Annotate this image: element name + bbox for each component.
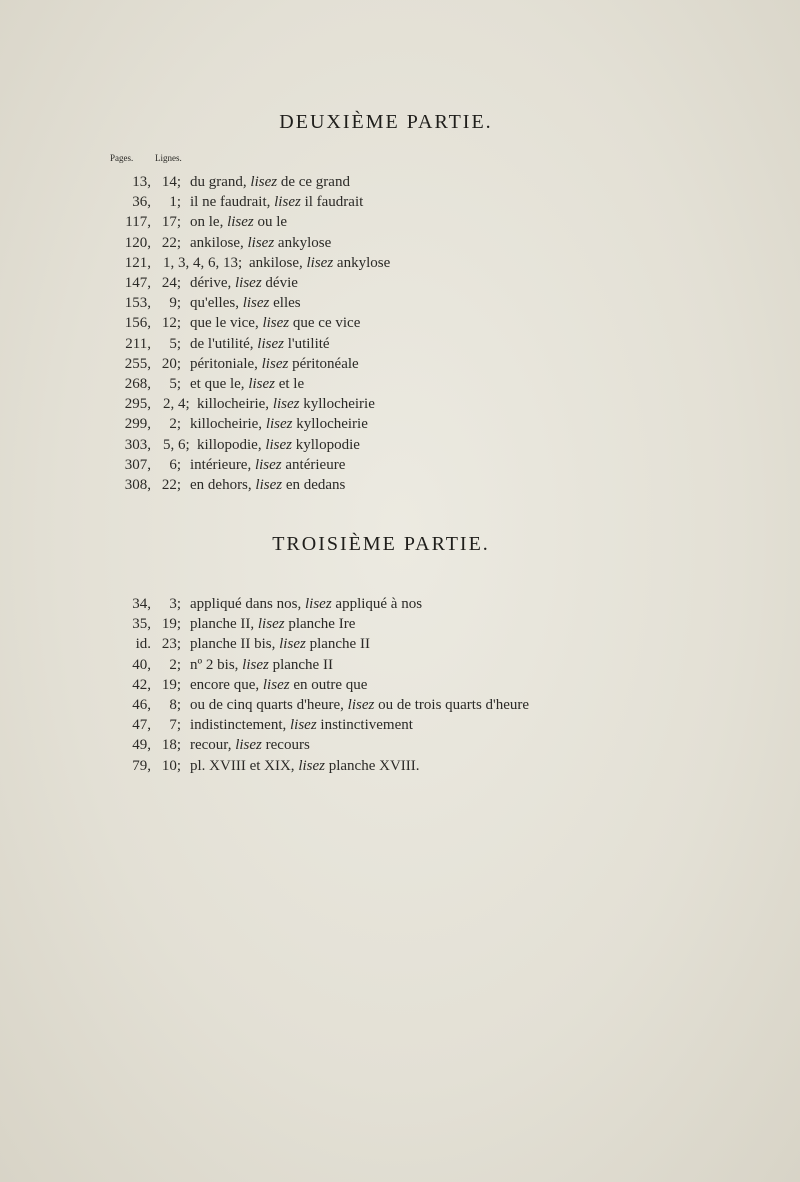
line-number: 20; (161, 355, 181, 372)
correction-text (190, 634, 370, 654)
erroneous-text: il ne faudrait, (190, 194, 275, 211)
lisez-label: lisez (265, 436, 292, 453)
lisez-label: lisez (250, 174, 278, 190)
errata-row (0, 172, 800, 192)
erroneous-text: du grand, (190, 174, 251, 190)
line-number: 5, 6; (163, 436, 190, 453)
lisez-label: lisez (254, 456, 282, 473)
erroneous-text: planche II, (190, 616, 258, 633)
erroneous-text: ankilose, (190, 234, 248, 251)
line-number: 7; (169, 717, 181, 734)
lisez-label: lisez (257, 335, 284, 352)
page-number: 299, (124, 416, 151, 433)
errata-row (0, 414, 800, 434)
line-number: 6; (169, 456, 181, 473)
errata-row (0, 675, 800, 695)
erroneous-text: de l'utilité, (190, 335, 258, 352)
corrected-text: planche II (305, 636, 370, 653)
page-number: 121, (124, 254, 151, 271)
errata-row (0, 212, 800, 232)
line-number: 22; (161, 477, 181, 493)
correction-text (249, 253, 390, 273)
correction-text (190, 614, 355, 634)
errata-row (0, 455, 800, 475)
page-number: 34, (132, 596, 151, 612)
page-number: 42, (132, 676, 151, 693)
page-number: 13, (132, 174, 151, 190)
corrected-text: kyllopodie (292, 436, 360, 453)
errata-row (0, 374, 800, 394)
page-number: 120, (124, 234, 151, 251)
correction-text (190, 172, 350, 192)
errata-row (0, 634, 800, 654)
lisez-label: lisez (255, 477, 283, 493)
errata-row (0, 313, 800, 333)
erroneous-text: appliqué dans nos, (190, 596, 305, 612)
corrected-text: antérieure (281, 456, 346, 473)
corrected-text: ou de trois quarts d'heure (374, 697, 530, 713)
correction-text (197, 394, 375, 414)
line-number: 9; (169, 295, 181, 312)
lisez-label: lisez (242, 295, 270, 312)
section-title-deuxieme-partie: DEUXIÈME PARTIE. (279, 111, 493, 133)
page-number: 79, (132, 757, 151, 774)
corrected-text: l'utilité (283, 335, 330, 352)
page-number: 255, (124, 355, 151, 372)
corrected-text: de ce grand (277, 174, 350, 190)
column-header-lignes: Lignes. (155, 153, 182, 163)
lisez-label: lisez (274, 194, 301, 211)
page-number: 308, (124, 477, 151, 493)
page-number: 36, (132, 194, 151, 211)
corrected-text: planche XVIII. (324, 757, 420, 774)
line-number: 17; (161, 214, 181, 231)
errata-row (0, 614, 800, 634)
line-number: 18; (161, 737, 181, 754)
correction-text (190, 655, 333, 675)
erroneous-text: indistinctement, (190, 717, 290, 734)
page-number: 117, (125, 214, 151, 231)
errata-row (0, 735, 800, 755)
page-number: 153, (124, 295, 151, 312)
lisez-label: lisez (247, 234, 275, 251)
page-number: 268, (124, 376, 151, 392)
section-title-troisieme-partie: TROISIÈME PARTIE. (272, 533, 490, 555)
correction-text (190, 455, 345, 475)
erroneous-text: pl. XVIII et XIX, (190, 757, 299, 774)
lisez-label: lisez (248, 376, 275, 392)
page-number: 156, (124, 315, 151, 332)
corrected-text: et le (274, 376, 305, 392)
errata-row (0, 695, 800, 715)
correction-text (190, 273, 298, 293)
correction-text (197, 435, 360, 455)
corrected-text: planche Ire (284, 616, 356, 633)
erroneous-text: qu'elles, (190, 295, 243, 312)
correction-text (190, 756, 420, 776)
page-number: 295, (124, 396, 151, 413)
lisez-label: lisez (262, 315, 290, 332)
correction-text (190, 313, 360, 333)
correction-text (190, 233, 331, 253)
lisez-label: lisez (234, 275, 262, 291)
errata-row (0, 435, 800, 455)
errata-row (0, 293, 800, 313)
errata-row (0, 253, 800, 273)
erroneous-text: et que le, (190, 376, 249, 392)
erroneous-text: killocheirie, (190, 416, 266, 433)
errata-row (0, 594, 800, 614)
corrected-text: en dedans (282, 477, 346, 493)
erroneous-text: killopodie, (197, 436, 266, 453)
errata-row (0, 273, 800, 293)
line-number: 5; (169, 335, 181, 352)
corrected-text: en outre que (289, 676, 368, 693)
corrected-text: kyllocheirie (299, 396, 375, 413)
lisez-label: lisez (272, 396, 300, 413)
lisez-label: lisez (289, 717, 317, 734)
line-number: 2; (169, 656, 181, 673)
correction-text (190, 475, 345, 495)
page-number: 46, (132, 697, 151, 713)
erroneous-text: que le vice, (190, 315, 263, 332)
lisez-label: lisez (265, 416, 293, 433)
errata-row (0, 334, 800, 354)
corrected-text: ankylose (274, 234, 332, 251)
correction-text (190, 192, 363, 212)
line-number: 1, 3, 4, 6, 13; (163, 254, 243, 271)
correction-text (190, 334, 330, 354)
corrected-text: recours (261, 737, 310, 754)
page-number: 49, (132, 737, 151, 754)
lisez-label: lisez (227, 214, 254, 231)
line-number: 1; (169, 194, 181, 211)
column-header-pages: Pages. (110, 153, 134, 163)
line-number: 8; (169, 697, 181, 713)
correction-text (190, 695, 529, 715)
errata-row (0, 756, 800, 776)
page-number: 47, (132, 717, 151, 734)
erroneous-text: encore que, (190, 676, 263, 693)
page-number: id. (135, 636, 151, 653)
correction-text (190, 675, 367, 695)
line-number: 19; (161, 616, 181, 633)
corrected-text: instinctivement (316, 717, 413, 734)
lisez-label: lisez (347, 697, 375, 713)
line-number: 5; (169, 376, 181, 392)
errata-row (0, 655, 800, 675)
correction-text (190, 715, 413, 735)
lisez-label: lisez (298, 757, 325, 774)
correction-text (190, 212, 287, 232)
line-number: 22; (161, 234, 181, 251)
lisez-label: lisez (257, 616, 285, 633)
page-number: 147, (124, 275, 151, 291)
lisez-label: lisez (242, 656, 269, 673)
page-number: 211, (125, 335, 151, 352)
errata-row (0, 354, 800, 374)
errata-row (0, 233, 800, 253)
erroneous-text: ou de cinq quarts d'heure, (190, 697, 348, 713)
erroneous-text: dérive, (190, 275, 235, 291)
correction-text (190, 293, 301, 313)
erroneous-text: killocheirie, (197, 396, 273, 413)
errata-row (0, 475, 800, 495)
corrected-text: ankylose (333, 254, 391, 271)
corrected-text: que ce vice (289, 315, 361, 332)
corrected-text: kyllocheirie (292, 416, 368, 433)
correction-text (190, 354, 359, 374)
erroneous-text: recour, (190, 737, 236, 754)
line-number: 12; (161, 315, 181, 332)
correction-text (190, 414, 368, 434)
corrected-text: elles (269, 295, 301, 312)
line-number: 14; (161, 174, 181, 190)
lisez-label: lisez (235, 737, 262, 754)
line-number: 19; (161, 676, 181, 693)
lisez-label: lisez (261, 355, 289, 372)
errata-row (0, 394, 800, 414)
page-number: 303, (124, 436, 151, 453)
lisez-label: lisez (304, 596, 332, 612)
errata-row (0, 715, 800, 735)
erroneous-text: ankilose, (249, 254, 307, 271)
corrected-text: il faudrait (300, 194, 364, 211)
line-number: 24; (161, 275, 181, 291)
line-number: 10; (161, 757, 181, 774)
line-number: 3; (169, 596, 181, 612)
erroneous-text: planche II bis, (190, 636, 280, 653)
erroneous-text: on le, (190, 214, 228, 231)
lisez-label: lisez (262, 676, 290, 693)
erroneous-text: intérieure, (190, 456, 255, 473)
correction-text (190, 374, 304, 394)
correction-text (190, 594, 422, 614)
corrected-text: planche II (268, 656, 333, 673)
corrected-text: ou le (253, 214, 288, 231)
lisez-label: lisez (279, 636, 306, 653)
page-number: 307, (124, 456, 151, 473)
line-number: 2; (169, 416, 181, 433)
erroneous-text: nº 2 bis, (190, 656, 243, 673)
correction-text (190, 735, 310, 755)
page-number: 35, (132, 616, 151, 633)
erroneous-text: en dehors, (190, 477, 256, 493)
page-number: 40, (132, 656, 151, 673)
corrected-text: péritonéale (288, 355, 359, 372)
corrected-text: appliqué à nos (331, 596, 423, 612)
corrected-text: dévie (261, 275, 298, 291)
lisez-label: lisez (306, 254, 334, 271)
line-number: 23; (161, 636, 181, 653)
erroneous-text: péritoniale, (190, 355, 262, 372)
line-number: 2, 4; (163, 396, 190, 413)
errata-row (0, 192, 800, 212)
